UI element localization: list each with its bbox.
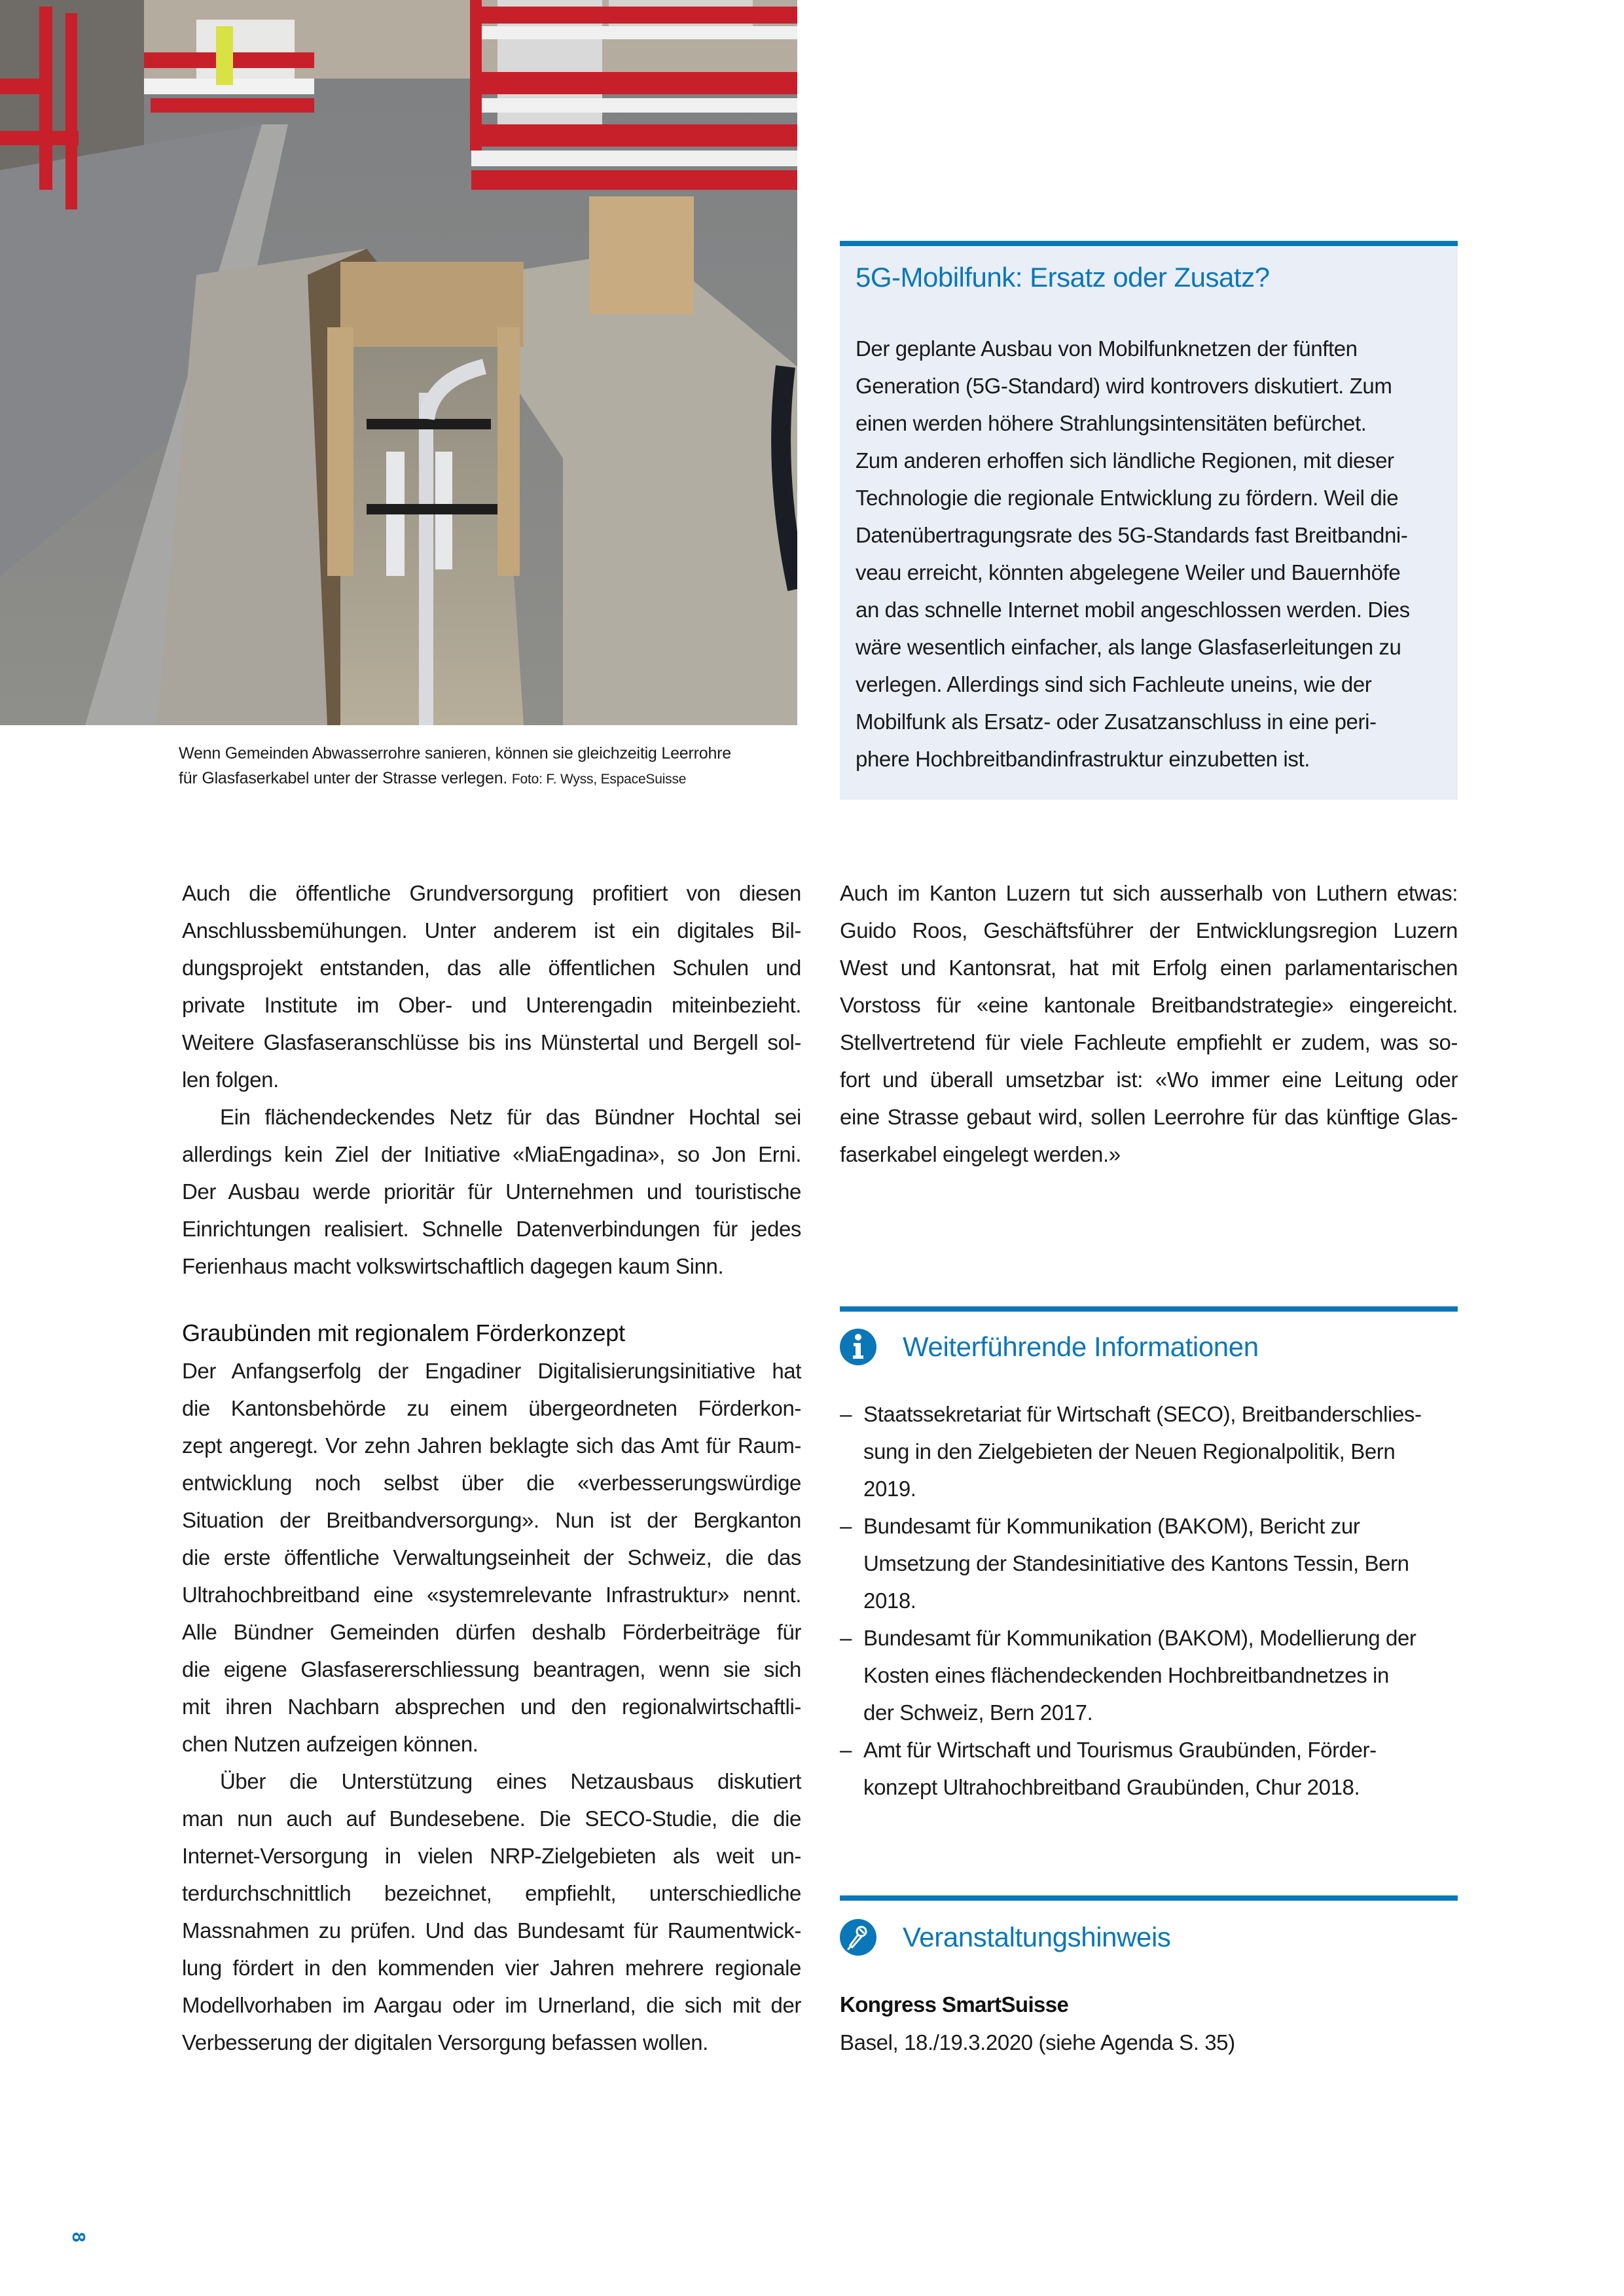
info-section-header xyxy=(840,1329,1458,1365)
caption-text: für Glasfaserkabel unter der Strasse verlegen. xyxy=(179,769,508,787)
text-line: zept angeregt. Vor zehn Jahren beklagte sich das Amt für Raum- xyxy=(182,1433,801,1458)
text-line: dungsprojekt entstanden, das alle öffentlichen Schulen und xyxy=(182,956,801,980)
text-line: Auch die öffentliche Grundversorgung profitiert von diesen xyxy=(182,881,801,905)
box-line: einen werden höhere Strahlungsintensitäten befürchet. xyxy=(856,411,1367,435)
text-line: Ein flächendeckendes Netz für das Bündner Hochtal sei xyxy=(220,1105,801,1129)
list-dash: – xyxy=(840,1738,852,1762)
box-line: Mobilfunk als Ersatz- oder Zusatzanschluss in eine peri- xyxy=(856,709,1377,734)
text-line: Internet-Versorgung in vielen NRP-Zielgebieten als weit un- xyxy=(182,1844,801,1868)
text-line: private Institute im Ober- und Unterengadin miteinbezieht. xyxy=(182,993,801,1017)
text-line: man nun auch auf Bundesebene. Die SECO-Studie, die die xyxy=(182,1806,801,1831)
text-line: Der Ausbau werde prioritär für Unternehmen und touristische xyxy=(182,1179,801,1204)
reference-line: sung in den Zielgebieten der Neuen Regionalpolitik, Bern xyxy=(863,1439,1396,1463)
reference-item xyxy=(840,1619,1458,1731)
photo-caption xyxy=(179,741,787,792)
list-dash: – xyxy=(840,1626,852,1650)
reference-line: 2019. xyxy=(863,1477,916,1501)
box-body xyxy=(856,330,1445,778)
info-section-title: Weiterführende Informationen xyxy=(903,1331,1259,1362)
text-line: Anschlussbemühungen. Unter anderem ist ein digitales Bil- xyxy=(182,918,801,942)
list-dash: – xyxy=(840,1514,852,1538)
event-name: Kongress SmartSuisse xyxy=(840,1992,1069,2017)
reference-item xyxy=(840,1395,1458,1507)
text-line: Vorstoss für «eine kantonale Breitbandstrategie» eingereicht. xyxy=(840,993,1458,1017)
text-line: West und Kantonsrat, hat mit Erfolg einen parlamentarischen xyxy=(840,956,1458,980)
box-line: Technologie die regionale Entwicklung zu fördern. Weil die xyxy=(856,486,1399,510)
box-line: an das schnelle Internet mobil angeschlossen werden. Dies xyxy=(856,598,1410,622)
event-section-title: Veranstaltungshinweis xyxy=(903,1922,1171,1952)
text-line: Weitere Glasfaseranschlüsse bis ins Münstertal und Bergell sol- xyxy=(182,1030,801,1054)
text-line: die Kantonsbehörde zu einem übergeordneten Förderkon- xyxy=(182,1396,801,1420)
left-paragraph-2 xyxy=(182,1098,801,1285)
text-line: allerdings kein Ziel der Initiative «MiaEngadina», so Jon Erni. xyxy=(182,1142,801,1166)
box-title: 5G-Mobilfunk: Ersatz oder Zusatz? xyxy=(856,262,1270,293)
reference-line: Staatssekretariat für Wirtschaft (SECO), Breitbanderschlies- xyxy=(863,1402,1422,1426)
text-line: Auch im Kanton Luzern tut sich ausserhalb von Luthern etwas: xyxy=(840,881,1458,905)
text-line: Ultrahochbreitband eine «systemrelevante Infrastruktur» nennt. xyxy=(182,1583,801,1607)
text-line: Modellvorhaben im Aargau oder im Urnerland, die sich mit der xyxy=(182,1993,801,2017)
reference-line: Bundesamt für Kommunikation (BAKOM), Bericht zur xyxy=(863,1514,1360,1538)
left-subheading-wrap xyxy=(182,1319,801,1347)
caption-line-2 xyxy=(179,766,787,792)
reference-line: der Schweiz, Bern 2017. xyxy=(863,1700,1093,1725)
list-dash: – xyxy=(840,1402,852,1426)
box-line: Datenübertragungsrate des 5G-Standards fast Breitbandni- xyxy=(856,523,1408,547)
text-line: Situation der Breitbandversorgung». Nun ist der Bergkanton xyxy=(182,1508,801,1532)
info-icon xyxy=(840,1329,876,1365)
text-line: terdurchschnittlich bezeichnet, empfiehlt, unterschiedliche xyxy=(182,1881,801,1905)
box-line: Zum anderen erhoffen sich ländliche Regionen, mit dieser xyxy=(856,448,1394,473)
box-line: veau erreicht, könnten abgelegene Weiler und Bauernhöfe xyxy=(856,560,1401,584)
reference-line: Kosten eines flächendeckenden Hochbreitbandnetzes in xyxy=(863,1663,1389,1687)
reference-item xyxy=(840,1731,1458,1806)
text-line: Ferienhaus macht volkswirtschaftlich dagegen kaum Sinn. xyxy=(182,1254,724,1278)
left-paragraph-1 xyxy=(182,874,801,1098)
text-line: lung fördert in den kommenden vier Jahren mehrere regionale xyxy=(182,1956,801,1980)
text-line: len folgen. xyxy=(182,1067,279,1092)
info-section-rule xyxy=(840,1306,1458,1312)
box-line: verlegen. Allerdings sind sich Fachleute uneins, wie der xyxy=(856,672,1372,696)
text-line: Über die Unterstützung eines Netzausbaus diskutiert xyxy=(220,1769,801,1793)
text-line: Verbesserung der digitalen Versorgung befassen wollen. xyxy=(182,2030,708,2054)
text-line: entwicklung noch selbst über die «verbesserungswürdige xyxy=(182,1471,801,1495)
text-line: Massnahmen zu prüfen. Und das Bundesamt für Raumentwick- xyxy=(182,1918,801,1943)
text-line: eine Strasse gebaut wird, sollen Leerrohre für das künftige Glas- xyxy=(840,1105,1458,1129)
text-line: die erste öffentliche Verwaltungseinheit der Schweiz, die das xyxy=(182,1545,801,1570)
box-line: Generation (5G-Standard) wird kontrovers diskutiert. Zum xyxy=(856,374,1392,398)
event-detail: Basel, 18./19.3.2020 (siehe Agenda S. 35) xyxy=(840,2030,1235,2054)
left-paragraph-3 xyxy=(182,1352,801,1763)
reference-line: konzept Ultrahochbreitband Graubünden, Chur 2018. xyxy=(863,1775,1360,1799)
box-line: Der geplante Ausbau von Mobilfunknetzen der fünften xyxy=(856,336,1358,361)
text-line: faserkabel eingelegt werden.» xyxy=(840,1142,1121,1166)
left-paragraph-4 xyxy=(182,1763,801,2061)
page-number: 8 xyxy=(68,2232,89,2242)
right-paragraph-1 xyxy=(840,874,1458,1173)
reference-line: Bundesamt für Kommunikation (BAKOM), Modellierung der xyxy=(863,1626,1416,1650)
text-line: chen Nutzen aufzeigen können. xyxy=(182,1732,478,1756)
text-line: Alle Bündner Gemeinden dürfen deshalb Förderbeiträge für xyxy=(182,1620,801,1644)
box-line: wäre wesentlich einfacher, als lange Glasfaserleitungen zu xyxy=(856,635,1401,659)
text-line: Einrichtungen realisiert. Schnelle Datenverbindungen für jedes xyxy=(182,1217,801,1241)
reference-line: 2018. xyxy=(863,1588,916,1613)
sidebar-box-5g xyxy=(840,241,1458,800)
text-line: Der Anfangserfolg der Engadiner Digitalisierungsinitiative hat xyxy=(182,1359,801,1383)
section-subheading: Graubünden mit regionalem Förderkonzept xyxy=(182,1319,625,1346)
article-photo xyxy=(0,0,797,725)
reference-list xyxy=(840,1395,1458,1806)
construction-trench-image xyxy=(0,0,797,725)
event-section-rule xyxy=(840,1895,1458,1901)
text-line: Stellvertretend für viele Fachleute empfiehlt er zudem, was so- xyxy=(840,1030,1458,1054)
reference-item xyxy=(840,1507,1458,1619)
photo-credit: Foto: F. Wyss, EspaceSuisse xyxy=(511,772,687,787)
microphone-icon xyxy=(840,1919,876,1956)
text-line: die eigene Glasfasererschliessung beantragen, wenn sie sich xyxy=(182,1657,801,1681)
text-line: Guido Roos, Geschäftsführer der Entwicklungsregion Luzern xyxy=(840,918,1458,942)
text-line: mit ihren Nachbarn absprechen und den regionalwirtschaftli- xyxy=(182,1695,801,1719)
reference-line: Amt für Wirtschaft und Tourismus Graubünden, Förder- xyxy=(863,1738,1377,1762)
text-line: fort und überall umsetzbar ist: «Wo immer eine Leitung oder xyxy=(840,1067,1458,1092)
caption-line-1: Wenn Gemeinden Abwasserrohre sanieren, können sie gleichzeitig Leerrohre xyxy=(179,744,731,762)
box-line: phere Hochbreitbandinfrastruktur einzubetten ist. xyxy=(856,747,1310,771)
reference-line: Umsetzung der Standesinitiative des Kantons Tessin, Bern xyxy=(863,1551,1409,1575)
event-section-header xyxy=(840,1919,1458,1956)
